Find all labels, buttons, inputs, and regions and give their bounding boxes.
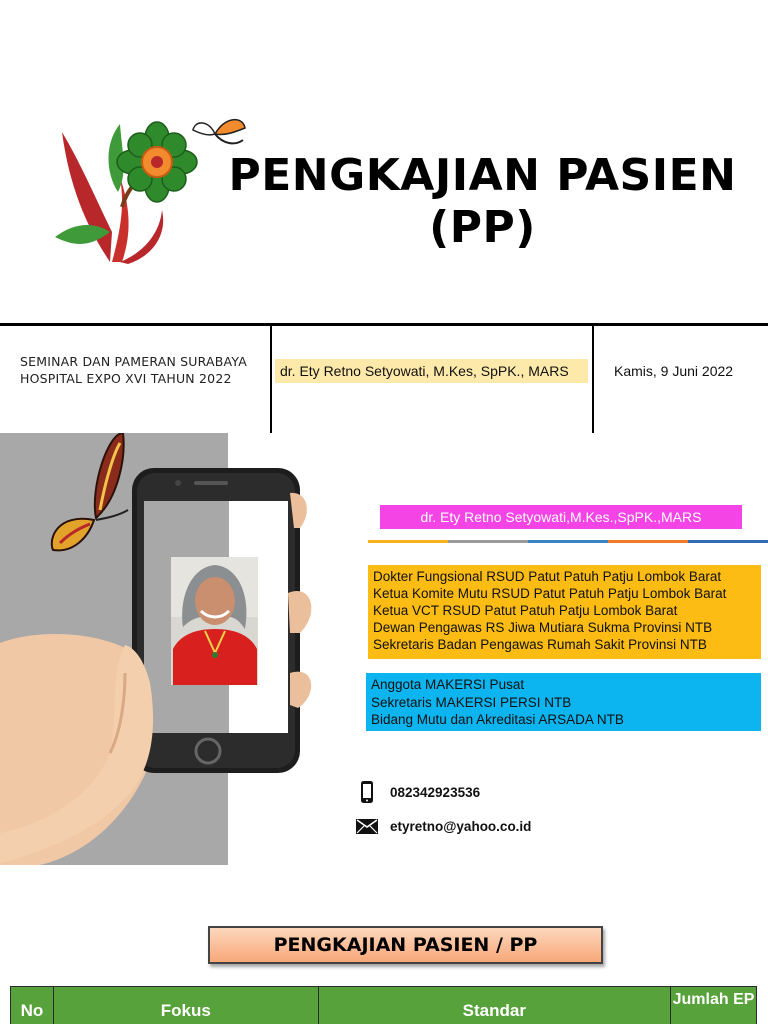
contact-email [355,813,655,839]
hand-holding-phone-illustration [0,433,330,865]
column-header-fokus: Fokus [53,987,318,1024]
contact-phone [355,779,655,805]
speaker-name: dr. Ety Retno Setyowati, M.Kes, SpPK., MARS [275,359,588,383]
butterfly-icon [52,433,128,550]
accent-segment [368,540,448,543]
standards-table [10,986,757,1024]
accent-segment [608,540,688,543]
accent-segment [448,540,528,543]
role-item: Bidang Mutu dan Akreditasi ARSADA NTB [371,712,624,727]
accent-segment [528,540,608,543]
divider [270,326,272,433]
profile-name-tag: dr. Ety Retno Setyowati,M.Kes.,SpPK.,MARS [380,505,742,529]
roles-secondary-box [366,673,761,731]
accent-segment [688,540,768,543]
section-heading: PENGKAJIAN PASIEN / PP [208,926,603,964]
slide-title [205,150,760,254]
envelope-icon [355,814,379,838]
role-item: Ketua Komite Mutu RSUD Patut Patuh Patju Lombok Barat [373,586,727,601]
table-header-row [11,987,757,1024]
role-item: Anggota MAKERSI Pusat [371,677,525,692]
phone-number: 082342923536 [390,784,481,800]
role-item: Ketua VCT RSUD Patut Patuh Patju Lombok Barat [373,603,678,618]
title-line-1: PENGKAJIAN PASIEN [228,150,737,201]
role-item: Dokter Fungsional RSUD Patut Patuh Patju Lombok Barat [373,569,722,584]
roles-primary-box [368,565,761,659]
seminar-name [20,353,265,387]
info-bar [0,323,768,433]
column-header-standar: Standar [318,987,670,1024]
speaker-photo [171,557,258,685]
divider [592,326,594,433]
role-item: Sekretaris Badan Pengawas Rumah Sakit Provinsi NTB [373,637,707,652]
mobile-phone-icon [355,780,379,804]
accent-divider [368,540,768,543]
presentation-date: Kamis, 9 Juni 2022 [614,363,734,379]
seminar-line-1: SEMINAR DAN PAMERAN SURABAYA [20,354,247,369]
email-address: etyretno@yahoo.co.id [390,818,532,834]
column-header-jumlah-ep: Jumlah EP [671,987,757,1024]
seminar-line-2: HOSPITAL EXPO XVI TAHUN 2022 [20,371,232,386]
role-item: Dewan Pengawas RS Jiwa Mutiara Sukma Provinsi NTB [373,620,713,635]
title-line-2: (PP) [429,202,536,253]
column-header-no: No [11,987,54,1024]
role-item: Sekretaris MAKERSI PERSI NTB [371,694,572,710]
